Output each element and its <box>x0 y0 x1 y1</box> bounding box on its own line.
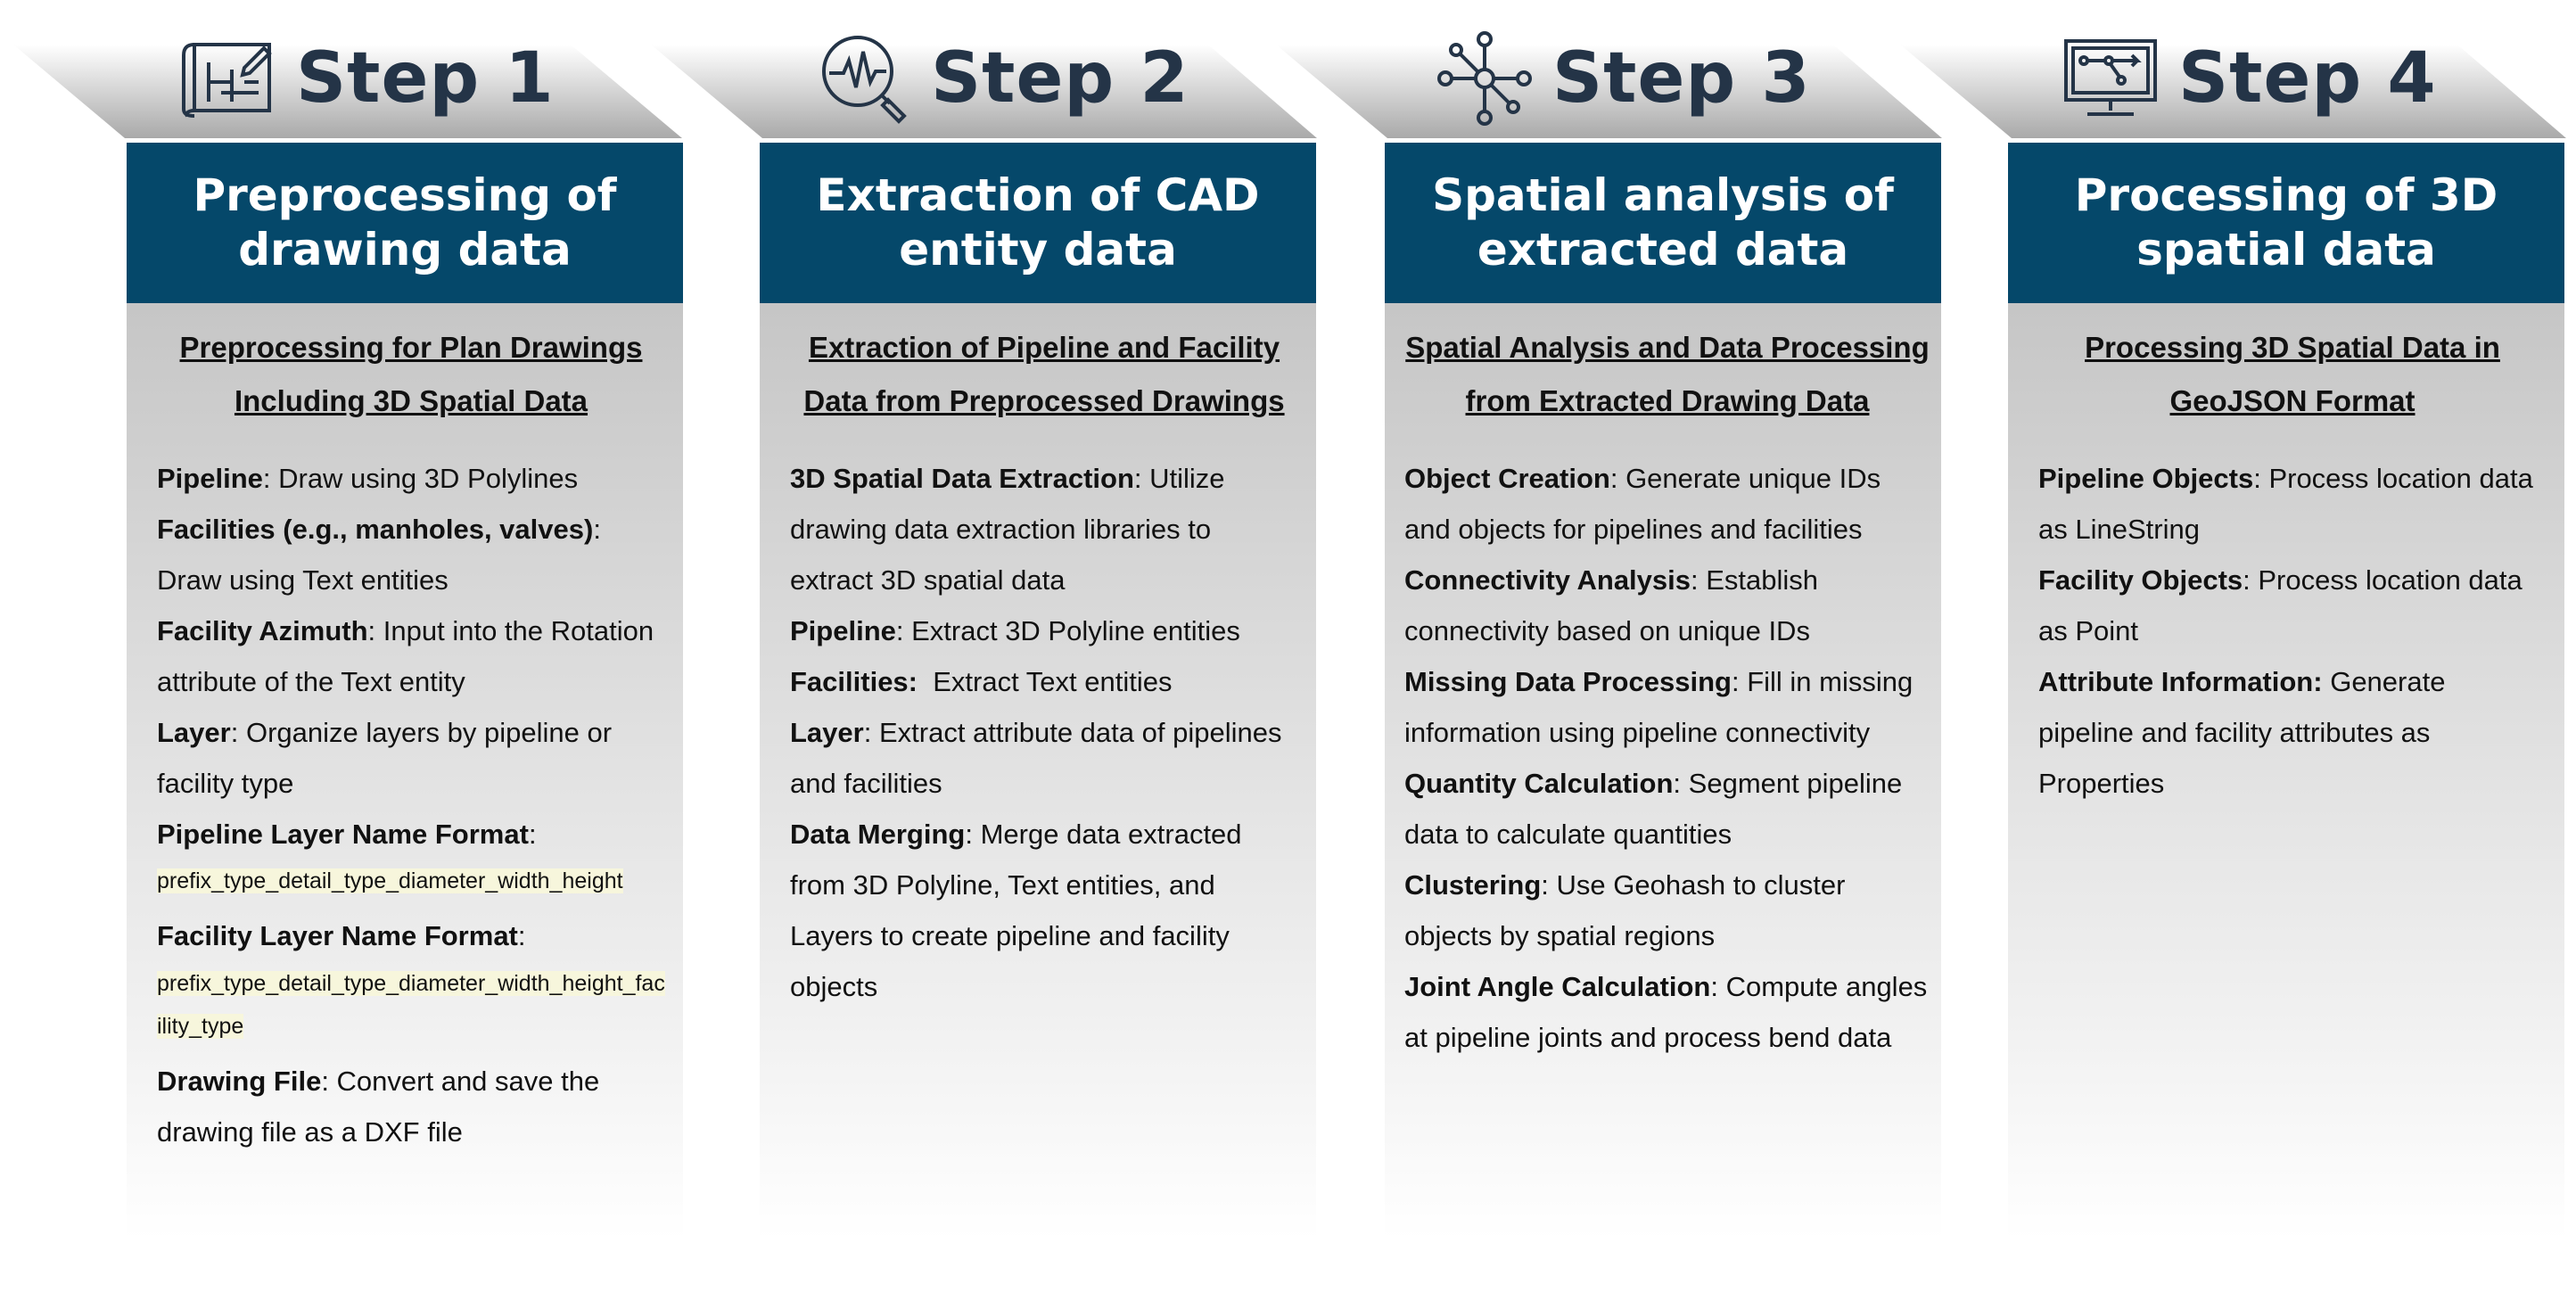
item-term: Facility Azimuth <box>157 615 368 646</box>
step-4-item-facility-objects: Facility Objects: Process location data as Point <box>2038 564 2523 646</box>
item-description: Organize layers by pipeline or facility type <box>157 717 613 799</box>
step-4-label: Step 4 <box>2178 38 2437 119</box>
item-term: Attribute Information: <box>2038 666 2323 697</box>
step-3-item-connectivity: Connectivity Analysis: Establish connectivity based on unique IDs <box>1404 564 1819 646</box>
item-term: Object Creation <box>1404 463 1610 494</box>
item-term: Connectivity Analysis <box>1404 564 1691 596</box>
item-term: Data Merging <box>790 819 966 850</box>
step-1-item-drawing-file: Drawing File: Convert and save the drawing file as a DXF file <box>157 1066 600 1148</box>
step-2-item-facilities <box>790 656 1298 707</box>
step-2-item-3d-extraction: 3D Spatial Data Extraction: Utilize drawing data extraction libraries to extract 3D spatial data <box>790 463 1225 596</box>
item-description: Extract attribute data of pipelines and facilities <box>790 717 1282 799</box>
item-term: 3D Spatial Data Extraction <box>790 463 1134 494</box>
format-code: prefix_type_detail_type_diameter_width_height_facility_type <box>157 971 665 1039</box>
step-3-subtitle: Spatial Analysis and Data Processing from Extracted Drawing Data <box>1405 331 1930 417</box>
item-description: Extract 3D Polyline entities <box>911 615 1240 646</box>
step-3-item-clustering: Clustering: Use Geohash to cluster objects by spatial regions <box>1404 869 1846 951</box>
item-term: Quantity Calculation <box>1404 768 1674 799</box>
item-description: Segment pipeline data to calculate quantities <box>1404 768 1903 850</box>
item-term: Layer <box>790 717 864 748</box>
step-4-title: Processing of 3D spatial data <box>2074 169 2498 276</box>
item-description: Input into the Rotation attribute of the Text entity <box>157 615 654 697</box>
step-1-pipeline-layer-format <box>157 860 665 901</box>
monitor-graph-icon <box>2061 29 2160 128</box>
step-1-label: Step 1 <box>296 38 555 119</box>
step-1-item-pipeline-layer-name: Pipeline Layer Name Format: <box>157 819 537 850</box>
format-code: prefix_type_detail_type_diameter_width_height <box>157 868 623 893</box>
item-term: Pipeline <box>790 615 896 646</box>
item-term: Facilities: <box>790 666 918 697</box>
step-1-item-pipeline: Pipeline: Draw using 3D Polylines <box>157 463 579 494</box>
step-3-heading <box>1435 25 1811 132</box>
item-description: Generate unique IDs and objects for pipelines and facilities <box>1404 463 1881 545</box>
step-2-column <box>635 0 1295 1292</box>
item-term: Pipeline Layer Name Format <box>157 819 529 850</box>
step-3-item-object-creation: Object Creation: Generate unique IDs and objects for pipelines and facilities <box>1404 463 1881 545</box>
step-1-item-facility-azimuth: Facility Azimuth: Input into the Rotation attribute of the Text entity <box>157 615 654 697</box>
step-1-card-header <box>127 143 683 303</box>
item-description: Compute angles at pipeline joints and process bend data <box>1404 971 1928 1053</box>
step-2-title: Extraction of CAD entity data <box>816 169 1260 276</box>
step-2-subtitle: Extraction of Pipeline and Facility Data from Preprocessed Drawings <box>803 331 1285 417</box>
step-3-label: Step 3 <box>1552 38 1811 119</box>
step-3-title: Spatial analysis of extracted data <box>1432 169 1894 276</box>
step-1-body <box>157 321 665 1157</box>
waveform-magnifier-icon <box>813 29 913 128</box>
item-description: Process location data as Point <box>2038 564 2523 646</box>
step-3-column <box>1260 0 1930 1292</box>
item-description: Establish connectivity based on unique IDs <box>1404 564 1819 646</box>
step-4-item-attribute-info <box>2038 656 2547 809</box>
step-2-label: Step 2 <box>931 38 1189 119</box>
item-term: Missing Data Processing <box>1404 666 1732 697</box>
item-term: Facilities (e.g., manholes, valves) <box>157 514 594 545</box>
step-3-body <box>1404 321 1930 1063</box>
step-2-item-pipeline: Pipeline: Extract 3D Polyline entities <box>790 615 1240 646</box>
step-4-subtitle: Processing 3D Spatial Data in GeoJSON Format <box>2085 331 2500 417</box>
item-term: Pipeline <box>157 463 263 494</box>
blueprint-icon <box>178 29 278 128</box>
item-description: Convert and save the drawing file as a DXF file <box>157 1066 600 1148</box>
step-3-item-joint-angle: Joint Angle Calculation: Compute angles at pipeline joints and process bend data <box>1404 971 1928 1053</box>
step-1-item-facility-layer-name: Facility Layer Name Format: <box>157 920 526 951</box>
item-description: Use Geohash to cluster objects by spatial regions <box>1404 869 1846 951</box>
step-1-item-facilities: Facilities (e.g., manholes, valves): Draw using Text entities <box>157 514 601 596</box>
step-1-title: Preprocessing of drawing data <box>193 169 617 276</box>
step-2-heading <box>813 25 1189 132</box>
item-description: Process location data as LineString <box>2038 463 2533 545</box>
step-1-column <box>0 0 665 1292</box>
item-description: Merge data extracted from 3D Polyline, Text entities, and Layers to create pipeline and facility objects <box>790 819 1242 1002</box>
item-description: Draw using Text entities <box>157 564 449 596</box>
step-1-heading <box>178 25 555 132</box>
item-description: Extract Text entities <box>933 666 1173 697</box>
step-3-item-missing-data: Missing Data Processing: Fill in missing information using pipeline connectivity <box>1404 666 1913 748</box>
step-3-item-quantity: Quantity Calculation: Segment pipeline data to calculate quantities <box>1404 768 1903 850</box>
step-1-subtitle: Preprocessing for Plan Drawings Including 3D Spatial Data <box>179 331 643 417</box>
item-term: Joint Angle Calculation <box>1404 971 1711 1002</box>
item-description: Fill in missing information using pipeline connectivity <box>1404 666 1913 748</box>
step-2-card-header <box>760 143 1316 303</box>
item-term: Facility Layer Name Format <box>157 920 518 951</box>
item-description: Generate pipeline and facility attributes as Properties <box>2038 666 2446 799</box>
step-4-heading <box>2061 25 2437 132</box>
step-2-body <box>790 321 1298 1012</box>
step-1-card <box>127 143 683 1239</box>
step-1-facility-layer-format <box>157 961 665 1047</box>
step-4-card <box>2008 143 2564 1239</box>
item-description: Utilize drawing data extraction libraries to extract 3D spatial data <box>790 463 1225 596</box>
step-3-card <box>1385 143 1941 1239</box>
step-2-item-layer: Layer: Extract attribute data of pipelines and facilities <box>790 717 1282 799</box>
item-term: Facility Objects <box>2038 564 2243 596</box>
step-1-item-layer: Layer: Organize layers by pipeline or facility type <box>157 717 613 799</box>
step-4-column <box>1884 0 2544 1292</box>
step-4-body <box>2038 321 2547 809</box>
step-3-card-header <box>1385 143 1941 303</box>
step-2-card <box>760 143 1316 1239</box>
network-nodes-icon <box>1435 29 1535 128</box>
step-2-item-data-merging: Data Merging: Merge data extracted from 3D Polyline, Text entities, and Layers to create pipeline and facility objects <box>790 819 1242 1002</box>
item-term: Layer <box>157 717 231 748</box>
step-4-card-header <box>2008 143 2564 303</box>
item-term: Drawing File <box>157 1066 322 1097</box>
item-term: Pipeline Objects <box>2038 463 2254 494</box>
step-4-item-pipeline-objects: Pipeline Objects: Process location data as LineString <box>2038 463 2533 545</box>
item-description: Draw using 3D Polylines <box>278 463 579 494</box>
item-term: Clustering <box>1404 869 1542 901</box>
